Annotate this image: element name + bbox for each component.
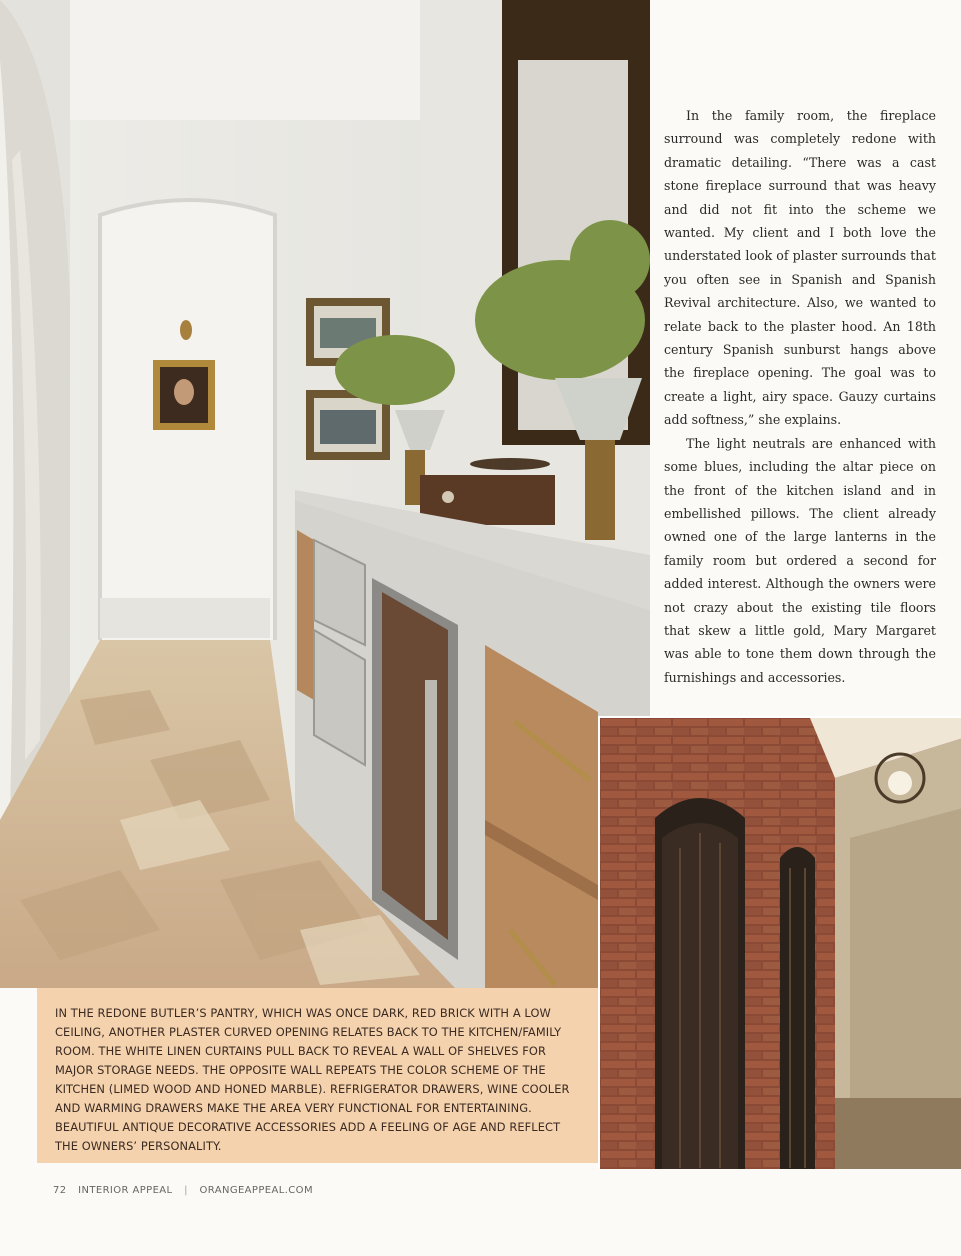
magazine-name: INTERIOR APPEAL <box>78 1185 173 1196</box>
footer-separator: | <box>184 1185 188 1196</box>
article-body <box>664 104 936 689</box>
article-paragraph: The light neutrals are enhanced with some blues, including the altar piece on the front of the kitchen island and in embellished pillows. The client already owned one of the large lanterns in the family room but ordered a second for added interest. Although the owners were not crazy about the existing tile floors that skew a little gold, Mary Margaret was able to tone them down through the furnishings and accessories. <box>664 435 936 685</box>
photo-caption <box>37 988 598 1163</box>
website-url: ORANGEAPPEAL.COM <box>199 1185 313 1196</box>
brick-wine-room-photo <box>598 716 961 1169</box>
page-number: 72 <box>53 1185 67 1196</box>
article-paragraph: In the family room, the fireplace surround was completely redone with dramatic detailing. “There was a cast stone fireplace surround that was heavy and did not fit into the scheme we wanted. My client and I both love the understated look of plaster surrounds that you often see in Spanish and Spanish Revival architecture. Also, we wanted to relate back to the plaster hood. An 18th century Spanish sunburst hangs above the fireplace opening. The goal was to create a light, airy space. Gauzy curtains add softness,” she explains. <box>664 108 936 428</box>
caption-text: IN THE REDONE BUTLER’S PANTRY, WHICH WAS ONCE DARK, RED BRICK WITH A LOW CEILING, ANOTHER PLASTER CURVED OPENING RELATES BACK TO THE KITCHEN/FAMILY ROOM. THE WHITE LINEN CURTAINS PULL BACK TO REVEAL A WALL OF SHELVES FOR MAJOR STORAGE NEEDS. THE OPPOSITE WALL REPEATS THE COLOR SCHEME OF THE KITCHEN (LIMED WOOD AND HONED MARBLE). REFRIGERATOR DRAWERS, WINE COOLER AND WARMING DRAWERS MAKE THE AREA VERY FUNCTIONAL FOR ENTERTAINING. BEAUTIFUL ANTIQUE DECORATIVE ACCESSORIES ADD A FEELING OF AGE AND REFLECT THE OWNERS’ PERSONALITY. <box>55 1006 570 1153</box>
page-footer <box>53 1185 321 1196</box>
